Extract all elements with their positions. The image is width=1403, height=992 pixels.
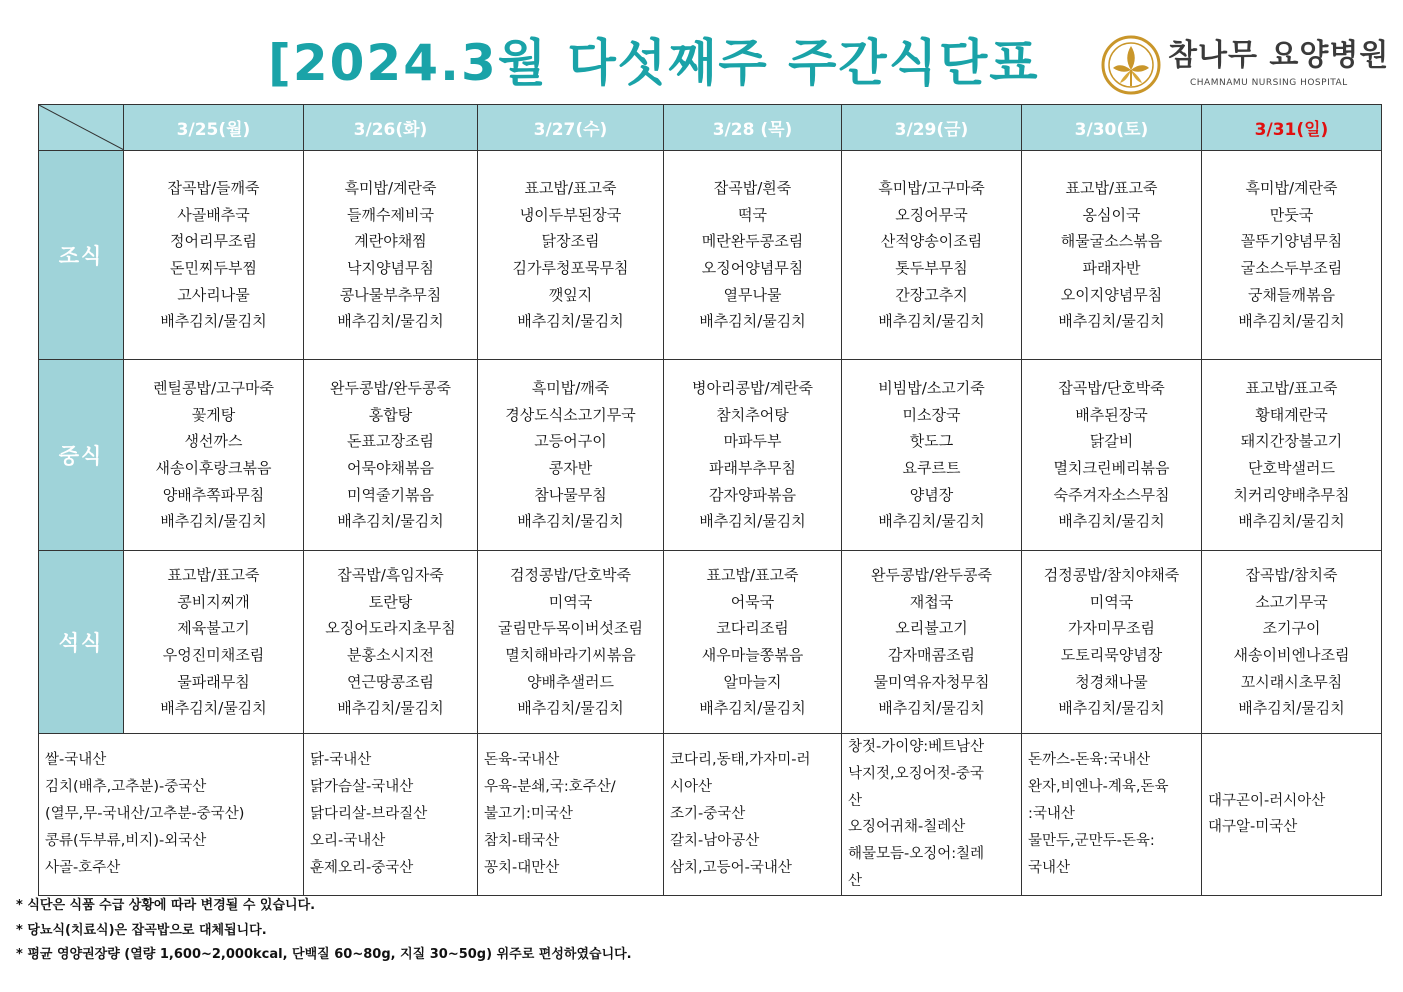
menu-item: 만둣국 (1269, 205, 1314, 224)
menu-item: 배추김치/물김치 (1238, 512, 1345, 531)
menu-item: 표고밥/표고죽 (524, 179, 617, 198)
menu-item: 흑미밥/계란죽 (344, 179, 437, 198)
hospital-logo (1100, 34, 1390, 96)
menu-item: 완두콩밥/완두콩죽 (330, 379, 451, 398)
menu-item: 배추김치/물김치 (1238, 312, 1345, 331)
menu-item: 낙지양념무침 (347, 259, 434, 277)
menu-item: 배추김치/물김치 (337, 312, 444, 331)
origin-line: 산 (848, 872, 863, 889)
menu-item: 단호박샐러드 (1248, 459, 1335, 477)
menu-item: 들깨수제비국 (347, 205, 434, 224)
origin-line: 국내산 (1028, 859, 1071, 876)
origin-cell (39, 734, 304, 896)
menu-item: 참나물무침 (534, 485, 607, 504)
menu-item: 멸치크린베리볶음 (1053, 459, 1170, 477)
origin-line: 김치(배추,고추분)-중국산 (45, 779, 207, 796)
day-header: 3/30(토) (1022, 105, 1202, 151)
menu-item: 콩비지찌개 (177, 592, 250, 611)
menu-item: 잡곡밥/참치죽 (1245, 566, 1338, 585)
menu-item: 미역국 (548, 592, 593, 611)
menu-item: 배추김치/물김치 (699, 312, 806, 331)
origin-line: 닭-국내산 (310, 752, 372, 769)
menu-item: 새우마늘쫑볶음 (701, 646, 804, 664)
menu-cell (664, 360, 842, 551)
menu-item: 배추김치/물김치 (1058, 512, 1165, 531)
menu-item: 표고밥/표고죽 (1065, 179, 1158, 198)
menu-item: 배추김치/물김치 (878, 512, 985, 531)
menu-item: 돈민찌두부찜 (170, 259, 257, 277)
menu-item: 꽃게탕 (191, 405, 236, 424)
menu-item: 잡곡밥/흰죽 (713, 179, 792, 198)
menu-cell (124, 551, 304, 734)
menu-item: 파래자반 (1082, 259, 1141, 277)
menu-item: 핫도그 (909, 432, 954, 451)
menu-item: 잡곡밥/들깨죽 (167, 179, 260, 198)
menu-item: 분홍소시지전 (347, 646, 434, 664)
menu-item: 배추김치/물김치 (160, 312, 267, 331)
menu-item: 병아리콩밥/계란죽 (692, 379, 813, 398)
origin-line: 우육-분쇄,국:호주산/ (484, 779, 616, 796)
menu-item: 미소장국 (902, 405, 961, 424)
origin-line: :국내산 (1028, 805, 1075, 822)
menu-item: 배추김치/물김치 (160, 512, 267, 531)
menu-item: 감자매콤조림 (888, 646, 975, 664)
menu-cell (124, 151, 304, 360)
origin-line: 훈제오리-중국산 (310, 859, 414, 876)
menu-item: 소고기무국 (1255, 592, 1328, 611)
origin-cell (664, 734, 842, 896)
menu-cell (478, 360, 664, 551)
menu-item: 김가루청포묵무침 (512, 259, 629, 277)
origin-cell (1022, 734, 1202, 896)
origin-cell (304, 734, 478, 896)
menu-item: 비빔밥/소고기죽 (878, 379, 985, 398)
menu-item: 배추김치/물김치 (517, 512, 624, 531)
menu-cell (664, 151, 842, 360)
menu-item: 배추김치/물김치 (878, 699, 985, 718)
menu-cell (1202, 151, 1382, 360)
menu-item: 배추김치/물김치 (1058, 699, 1165, 718)
menu-item: 코다리조림 (716, 619, 789, 638)
menu-item: 새송이후랑크볶음 (155, 459, 272, 477)
origin-line: 오리-국내산 (310, 832, 386, 849)
lunch-row (39, 360, 1382, 551)
menu-item: 계란야채찜 (354, 232, 427, 251)
origin-line: 돈까스-돈육:국내산 (1028, 752, 1151, 769)
page-title: [2024.3월 다섯째주 주간식단표 (268, 34, 1040, 92)
menu-item: 오이지양념무침 (1060, 285, 1163, 304)
menu-item: 어묵국 (730, 592, 775, 611)
menu-item: 냉이두부된장국 (519, 205, 622, 224)
menu-item: 숙주겨자소스무침 (1053, 485, 1170, 504)
menu-item: 경상도식소고기무국 (505, 405, 636, 424)
menu-cell (1202, 360, 1382, 551)
menu-item: 우엉진미채조림 (162, 646, 265, 664)
origin-line: 갈치-남아공산 (670, 832, 760, 849)
menu-item: 물파래무침 (177, 672, 250, 691)
menu-cell (124, 360, 304, 551)
origin-line: 시아산 (670, 779, 713, 796)
menu-item: 배추김치/물김치 (878, 312, 985, 331)
menu-item: 굴림만두목이버섯조림 (498, 619, 643, 638)
menu-item: 치커리양배추무침 (1233, 485, 1350, 504)
menu-item: 고사리나물 (177, 285, 250, 304)
menu-item: 고등어구이 (534, 432, 607, 451)
menu-item: 요쿠르트 (902, 459, 961, 477)
menu-item: 흑미밥/고구마죽 (878, 179, 985, 198)
origin-row (39, 734, 1382, 896)
origin-cell (1202, 734, 1382, 896)
breakfast-row (39, 151, 1382, 360)
menu-item: 배추김치/물김치 (337, 699, 444, 718)
menu-item: 청경채나물 (1075, 672, 1148, 691)
note-line: * 식단은 식품 수급 상황에 따라 변경될 수 있습니다. (16, 898, 316, 913)
menu-item: 파래부추무침 (709, 459, 796, 477)
menu-item: 궁채들깨볶음 (1248, 285, 1335, 304)
menu-item: 굴소스두부조림 (1240, 259, 1343, 277)
menu-item: 잡곡밥/흑임자죽 (337, 566, 444, 585)
menu-item: 황태계란국 (1255, 405, 1328, 424)
origin-line: 불고기:미국산 (484, 805, 573, 822)
menu-cell (842, 551, 1022, 734)
menu-item: 가자미무조림 (1068, 619, 1155, 638)
menu-item: 알마늘지 (723, 672, 782, 691)
menu-item: 오징어도라지초무침 (325, 619, 456, 638)
corner-cell (39, 105, 124, 151)
origin-line: 닭다리살-브라질산 (310, 805, 428, 822)
diagonal-line (39, 105, 124, 150)
meal-label-dinner: 석식 (39, 551, 124, 734)
menu-item: 콩자반 (548, 459, 593, 477)
origin-line: 꽁치-대만산 (484, 859, 560, 876)
menu-item: 물미역유자청무침 (873, 672, 990, 691)
menu-item: 도토리묵양념장 (1060, 646, 1163, 664)
origin-line: 대구알-미국산 (1208, 819, 1298, 836)
menu-item: 감자양파볶음 (709, 485, 796, 504)
origin-line: 닭가슴살-국내산 (310, 779, 414, 796)
menu-item: 톳두부무침 (895, 259, 968, 277)
menu-item: 깻잎지 (548, 285, 593, 304)
menu-item: 흑미밥/깨죽 (531, 379, 610, 398)
menu-cell (1022, 360, 1202, 551)
origin-line: 콩류(두부류,비지)-외국산 (45, 832, 207, 849)
menu-item: 양배추샐러드 (527, 672, 614, 691)
menu-item: 잡곡밥/단호박죽 (1058, 379, 1165, 398)
origin-cell (842, 734, 1022, 896)
notes (16, 894, 632, 968)
oak-leaf-logo-icon (1100, 34, 1162, 96)
logo-name: 참나무 요양병원 (1168, 38, 1390, 73)
menu-item: 사골배추국 (177, 205, 250, 224)
menu-item: 오리불고기 (895, 619, 968, 638)
meal-label-breakfast: 조식 (39, 151, 124, 360)
menu-item: 오징어무국 (895, 205, 968, 224)
origin-line: 돈육-국내산 (484, 752, 560, 769)
menu-item: 표고밥/표고죽 (706, 566, 799, 585)
menu-cell (664, 551, 842, 734)
origin-line: 낙지젓,오징어젓-중국 (848, 765, 984, 782)
day-header-sunday: 3/31(일) (1202, 105, 1382, 151)
menu-item: 멸치해바라기씨볶음 (505, 646, 636, 664)
origin-line: 조기-중국산 (670, 805, 746, 822)
menu-item: 조기구이 (1262, 619, 1321, 638)
menu-item: 배추김치/물김치 (160, 699, 267, 718)
menu-item: 돼지간장불고기 (1240, 432, 1343, 451)
menu-item: 꼬시래시초무침 (1240, 672, 1343, 691)
origin-line: 완자,비엔나-계육,돈육 (1028, 779, 1169, 796)
day-header: 3/27(수) (478, 105, 664, 151)
menu-cell (304, 151, 478, 360)
day-header-row (39, 105, 1382, 151)
meal-label-lunch: 중식 (39, 360, 124, 551)
menu-item: 양배추쪽파무침 (162, 485, 265, 504)
day-header: 3/26(화) (304, 105, 478, 151)
origin-line: 삼치,고등어-국내산 (670, 859, 792, 876)
note-line: * 당뇨식(치료식)은 잡곡밥으로 대체됩니다. (16, 922, 267, 938)
origin-line: 대구곤이-러시아산 (1208, 792, 1326, 809)
menu-cell (304, 551, 478, 734)
menu-item: 어묵야채볶음 (347, 459, 434, 477)
menu-item: 흑미밥/계란죽 (1245, 179, 1338, 198)
menu-item: 옹심이국 (1082, 205, 1141, 224)
menu-item: 배추김치/물김치 (517, 312, 624, 331)
day-header: 3/29(금) (842, 105, 1022, 151)
menu-item: 돈표고장조림 (347, 432, 434, 451)
menu-item: 간장고추지 (895, 285, 968, 304)
origin-line: 코다리,동태,가자미-러 (670, 752, 811, 769)
menu-cell (1202, 551, 1382, 734)
menu-item: 홍합탕 (368, 405, 413, 424)
note-line: * 평균 영양권장량 (열량 1,600~2,000kcal, 단백질 60~80g, 지질 30~50g) 위주로 편성하였습니다. (16, 947, 632, 962)
menu-item: 참치추어탕 (716, 405, 789, 424)
menu-item: 완두콩밥/완두콩죽 (871, 566, 992, 585)
menu-item: 꼴뚜기양념무침 (1240, 232, 1343, 251)
origin-line: 오징어귀채-칠레산 (848, 819, 966, 836)
menu-item: 검정콩밥/단호박죽 (510, 566, 631, 585)
menu-item: 양념장 (909, 485, 954, 504)
menu-cell (1022, 551, 1202, 734)
menu-cell (842, 360, 1022, 551)
menu-item: 배추김치/물김치 (337, 512, 444, 531)
menu-cell (478, 151, 664, 360)
menu-cell (842, 151, 1022, 360)
menu-cell (478, 551, 664, 734)
menu-item: 배추된장국 (1075, 405, 1148, 424)
menu-item: 제육불고기 (177, 619, 250, 638)
day-header: 3/25(월) (124, 105, 304, 151)
menu-item: 렌틸콩밥/고구마죽 (153, 379, 274, 398)
menu-item: 배추김치/물김치 (699, 512, 806, 531)
menu-item: 미역국 (1089, 592, 1134, 611)
menu-item: 배추김치/물김치 (1238, 699, 1345, 718)
origin-line: 물만두,군만두-돈육: (1028, 832, 1155, 849)
menu-item: 토란탕 (368, 592, 413, 611)
menu-item: 콩나물부추무침 (339, 285, 442, 304)
menu-cell (304, 360, 478, 551)
menu-item: 배추김치/물김치 (1058, 312, 1165, 331)
menu-item: 메란완두콩조림 (701, 232, 804, 251)
origin-line: 참치-태국산 (484, 832, 560, 849)
weekly-menu-table (38, 104, 1382, 896)
menu-item: 오징어양념무침 (701, 259, 804, 277)
menu-item: 닭장조림 (541, 232, 600, 251)
menu-item: 새송이비엔나조림 (1233, 646, 1350, 664)
menu-item: 정어리무조림 (170, 232, 257, 251)
dinner-row (39, 551, 1382, 734)
menu-item: 배추김치/물김치 (699, 699, 806, 718)
menu-item: 산적양송이조림 (880, 232, 983, 251)
menu-item: 표고밥/표고죽 (1245, 379, 1338, 398)
menu-item: 닭갈비 (1089, 432, 1134, 451)
origin-line: 사골-호주산 (45, 859, 121, 876)
menu-item: 재첩국 (909, 592, 954, 611)
menu-item: 표고밥/표고죽 (167, 566, 260, 585)
menu-item: 마파두부 (723, 432, 782, 451)
menu-item: 미역줄기볶음 (347, 485, 434, 504)
origin-line: 창젓-가이양:베트남산 (848, 739, 985, 755)
menu-item: 해물굴소스볶음 (1060, 232, 1163, 251)
origin-line: 쌀-국내산 (45, 752, 107, 769)
menu-item: 검정콩밥/참치야채죽 (1043, 566, 1180, 585)
day-header: 3/28 (목) (664, 105, 842, 151)
origin-cell (478, 734, 664, 896)
origin-line: 산 (848, 792, 863, 809)
menu-item: 배추김치/물김치 (517, 699, 624, 718)
logo-subtitle: CHAMNAMU NURSING HOSPITAL (1190, 78, 1348, 88)
menu-item: 연근땅콩조림 (347, 672, 434, 691)
menu-item: 떡국 (738, 205, 767, 224)
menu-item: 열무나물 (723, 285, 782, 304)
menu-item: 생선까스 (184, 432, 243, 451)
menu-cell (1022, 151, 1202, 360)
origin-line: 해물모듬-오징어:칠레 (848, 846, 985, 863)
origin-line: (열무,무-국내산/고추분-중국산) (45, 805, 245, 822)
